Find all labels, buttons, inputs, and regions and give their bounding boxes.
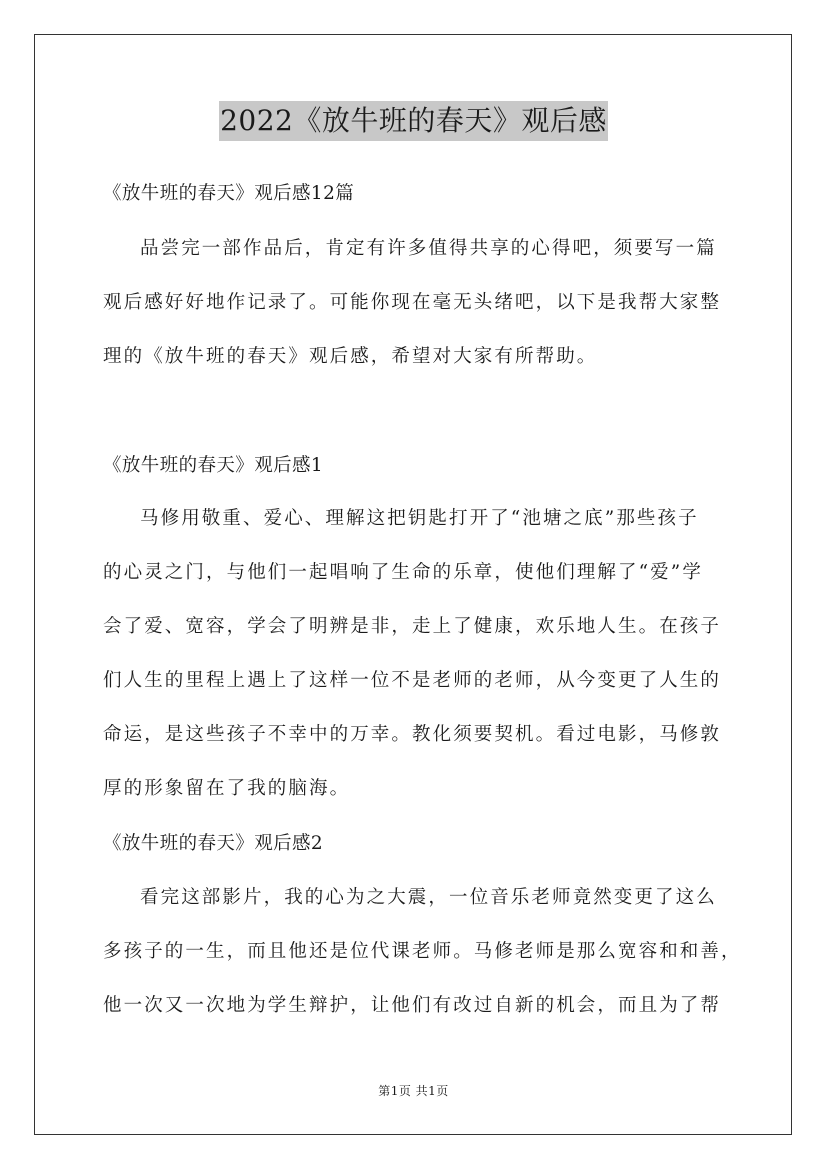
section-2-heading: 《放牛班的春天》观后感2 <box>103 833 324 854</box>
section-1-line-6: 厚的形象留在了我的脑海。 <box>103 778 351 799</box>
page-footer: 第1页 共1页 <box>378 1084 449 1098</box>
document-title: 2022《放牛班的春天》观后感 <box>219 101 608 141</box>
section-1-line-1: 马修用敬重、爱心、理解这把钥匙打开了“池塘之底”那些孩子 <box>140 508 699 529</box>
intro-line-2: 观后感好好地作记录了。可能你现在毫无头绪吧，以下是我帮大家整 <box>103 292 722 313</box>
section-1-line-5: 命运，是这些孩子不幸中的万幸。教化须要契机。看过电影，马修敦 <box>103 724 722 745</box>
section-1-heading: 《放牛班的春天》观后感1 <box>103 455 324 476</box>
title-container <box>0 101 827 141</box>
section-2-line-3: 他一次又一次地为学生辩护，让他们有改过自新的机会，而且为了帮 <box>103 995 722 1016</box>
section-1-line-3: 会了爱、宽容，学会了明辨是非，走上了健康，欢乐地人生。在孩子 <box>103 616 722 637</box>
intro-line-1: 品尝完一部作品后，肯定有许多值得共享的心得吧，须要写一篇 <box>140 238 717 259</box>
section-2-line-1: 看完这部影片，我的心为之大震，一位音乐老师竟然变更了这么 <box>140 887 717 908</box>
document-subtitle: 《放牛班的春天》观后感12篇 <box>103 183 355 204</box>
section-2-line-2: 多孩子的一生，而且他还是位代课老师。马修老师是那么宽容和和善， <box>103 941 742 962</box>
section-1-line-4: 们人生的里程上遇上了这样一位不是老师的老师，从今变更了人生的 <box>103 670 722 691</box>
intro-line-3: 理的《放牛班的春天》观后感，希望对大家有所帮助。 <box>103 346 598 367</box>
section-1-line-2: 的心灵之门，与他们一起唱响了生命的乐章，使他们理解了“爱”学 <box>103 562 703 583</box>
